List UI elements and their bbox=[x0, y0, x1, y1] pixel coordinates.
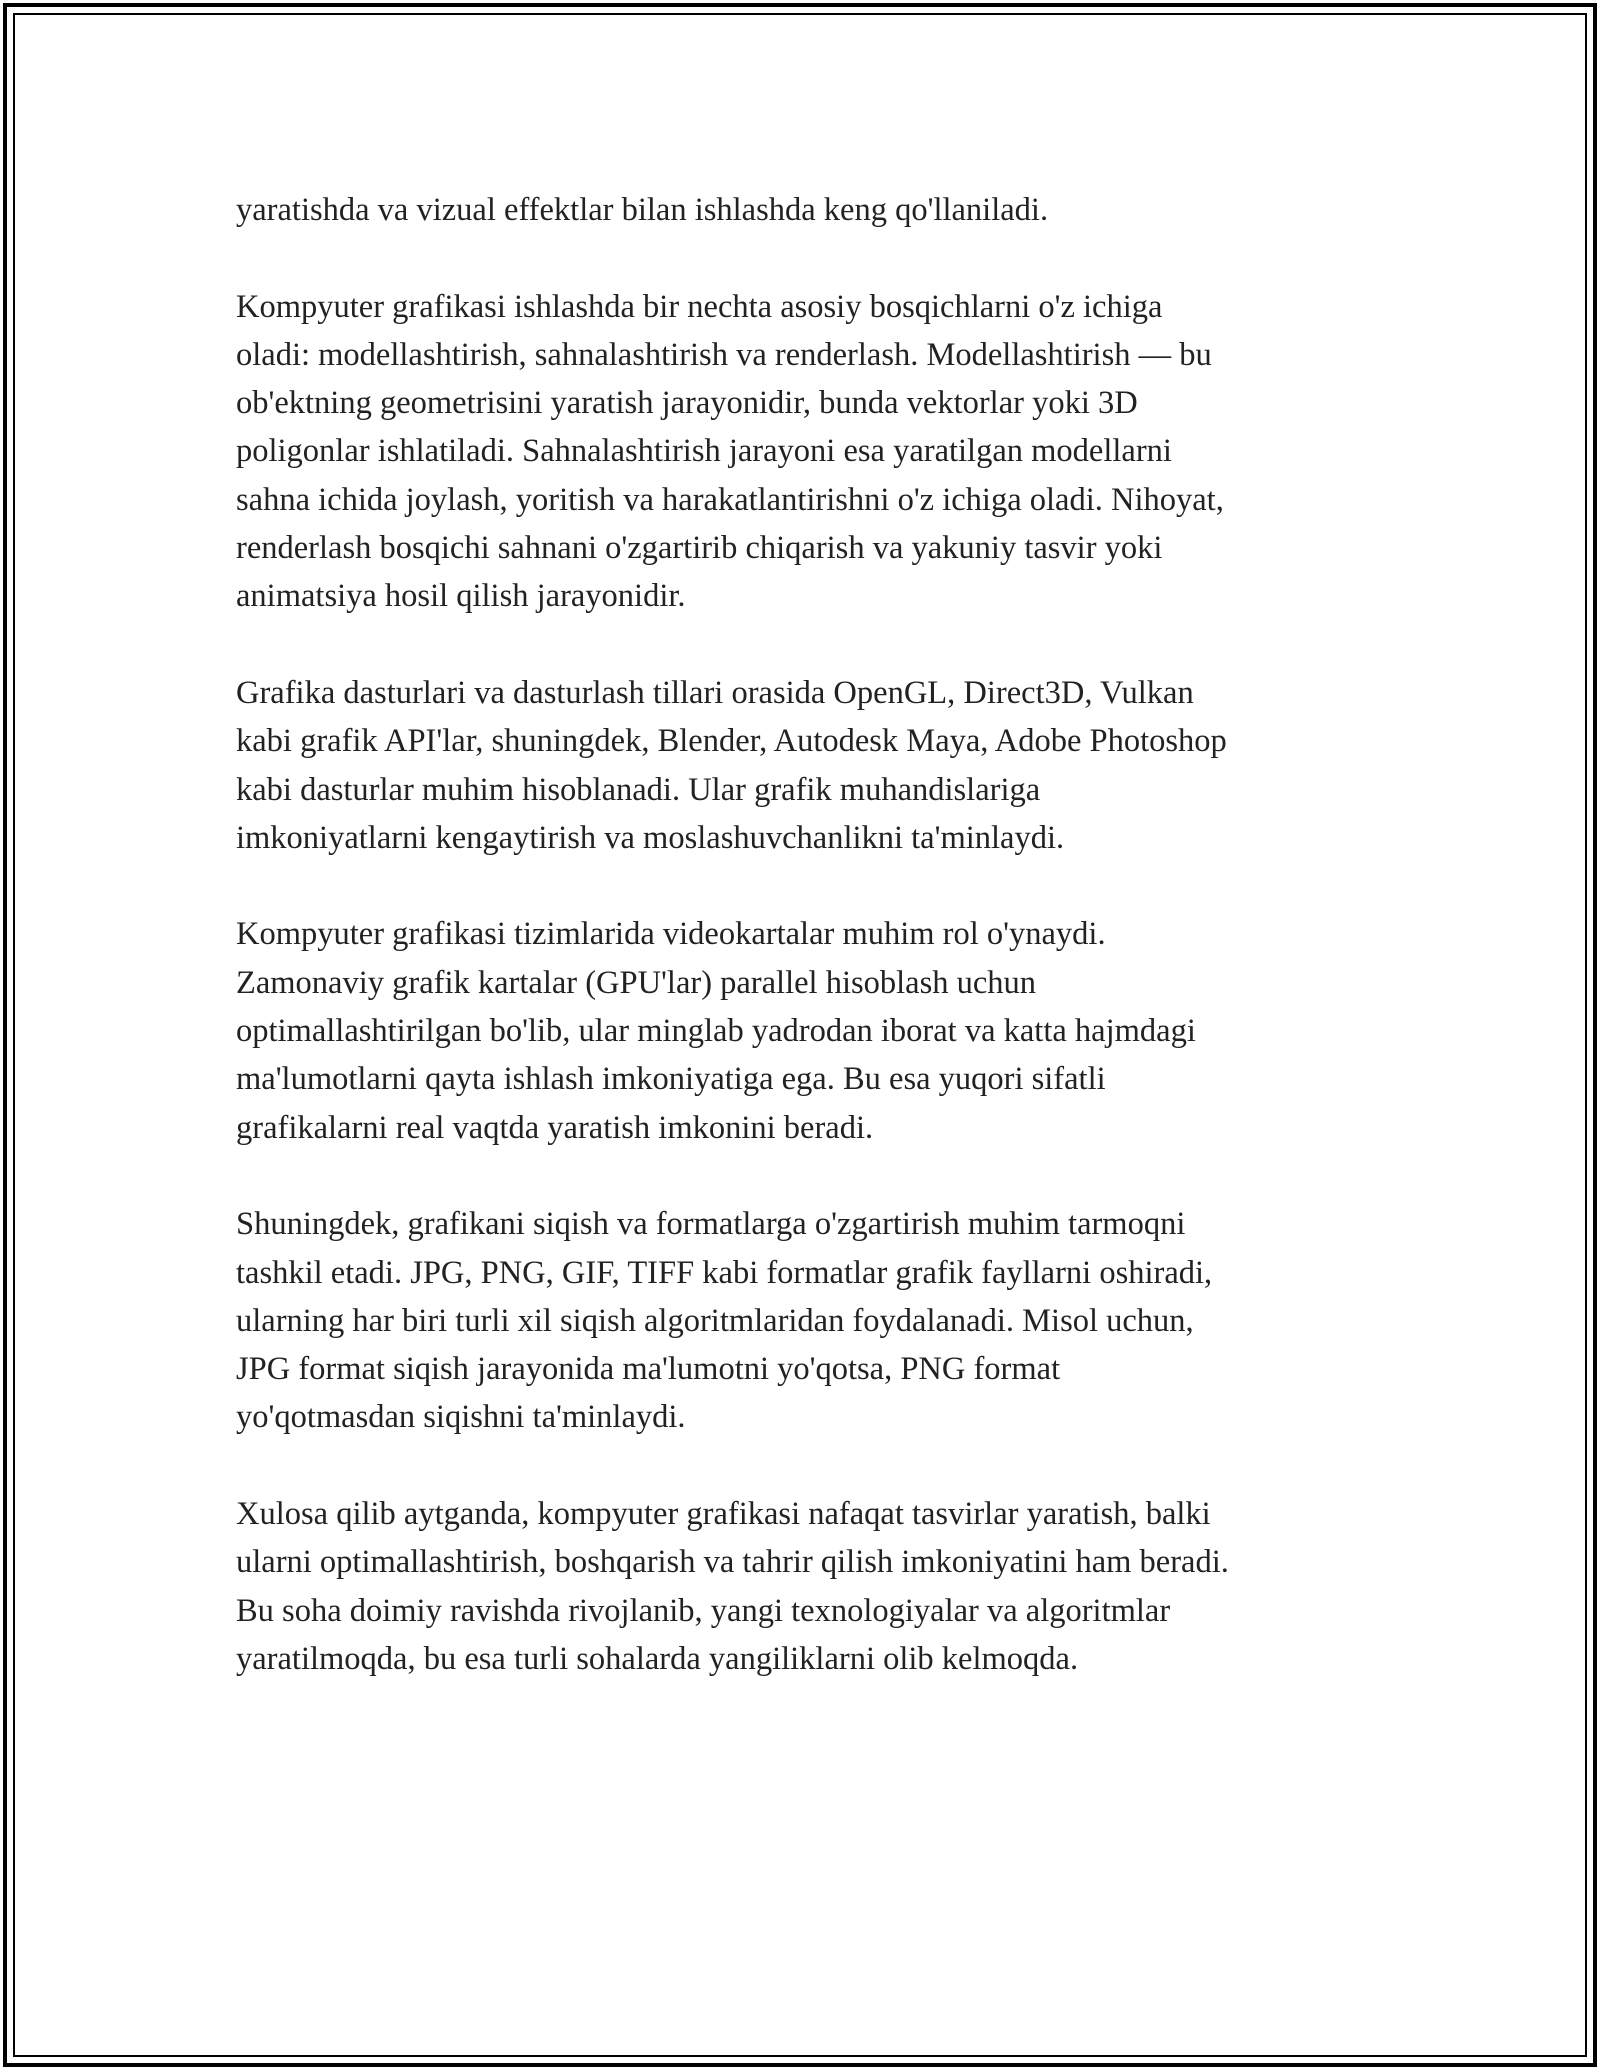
text-line: Kompyuter grafikasi ishlashda bir nechta asosiy bosqichlarni o'z ichiga bbox=[236, 288, 1163, 325]
paragraph bbox=[236, 186, 1386, 234]
text-line: yo'qotmasdan siqishni ta'minlaydi. bbox=[236, 1399, 686, 1436]
text-line: yaratishda va vizual effektlar bilan ishlashda keng qo'llaniladi. bbox=[236, 192, 1049, 228]
text-line: Xulosa qilib aytganda, kompyuter grafikasi nafaqat tasvirlar yaratish, balki bbox=[236, 1496, 1211, 1533]
text-line: renderlash bosqichi sahnani o'zgartirib chiqarish va yakuniy tasvir yoki bbox=[236, 530, 1163, 567]
text-line: optimallashtirilgan bo'lib, ular minglab yadrodan iborat va katta hajmdagi bbox=[236, 1013, 1196, 1050]
text-line: Shuningdek, grafikani siqish va formatlarga o'zgartirish muhim tarmoqni bbox=[236, 1206, 1186, 1243]
paragraph bbox=[236, 669, 1386, 862]
text-line: Bu soha doimiy ravishda rivojlanib, yangi texnologiyalar va algoritmlar bbox=[236, 1592, 1171, 1629]
text-line: ularni optimallashtirish, boshqarish va tahrir qilish imkoniyatini ham beradi. bbox=[236, 1544, 1229, 1581]
text-line: Kompyuter grafikasi tizimlarida videokartalar muhim rol o'ynaydi. bbox=[236, 916, 1106, 953]
text-line: poligonlar ishlatiladi. Sahnalashtirish jarayoni esa yaratilgan modellarni bbox=[236, 433, 1172, 470]
text-line: ularning har biri turli xil siqish algoritmlaridan foydalanadi. Misol uchun, bbox=[236, 1302, 1194, 1339]
text-line: yaratilmoqda, bu esa turli sohalarda yangiliklarni olib kelmoqda. bbox=[236, 1640, 1079, 1677]
text-line: tashkil etadi. JPG, PNG, GIF, TIFF kabi formatlar grafik fayllarni oshiradi, bbox=[236, 1254, 1213, 1291]
paragraph bbox=[236, 283, 1386, 621]
text-line: imkoniyatlarni kengaytirish va moslashuvchanlikni ta'minlaydi. bbox=[236, 819, 1065, 856]
paragraph bbox=[236, 910, 1386, 1151]
paragraph bbox=[236, 1490, 1386, 1683]
text-line: kabi grafik API'lar, shuningdek, Blender, Autodesk Maya, Adobe Photoshop bbox=[236, 723, 1227, 760]
text-line: JPG format siqish jarayonida ma'lumotni yo'qotsa, PNG format bbox=[236, 1351, 1061, 1388]
text-line: Grafika dasturlari va dasturlash tillari orasida OpenGL, Direct3D, Vulkan bbox=[236, 674, 1194, 711]
text-line: Zamonaviy grafik kartalar (GPU'lar) parallel hisoblash uchun bbox=[236, 964, 1037, 1001]
text-line: ma'lumotlarni qayta ishlash imkoniyatiga ega. Bu esa yuqori sifatli bbox=[236, 1061, 1106, 1098]
text-line: sahna ichida joylash, yoritish va harakatlantirishni o'z ichiga oladi. Nihoyat, bbox=[236, 481, 1224, 518]
paragraph bbox=[236, 1200, 1386, 1441]
text-line: kabi dasturlar muhim hisoblanadi. Ular grafik muhandislariga bbox=[236, 771, 1041, 808]
text-line: grafikalarni real vaqtda yaratish imkonini beradi. bbox=[236, 1109, 874, 1146]
text-line: oladi: modellashtirish, sahnalashtirish va renderlash. Modellashtirish — bu bbox=[236, 336, 1212, 373]
text-line: ob'ektning geometrisini yaratish jarayonidir, bunda vektorlar yoki 3D bbox=[236, 385, 1138, 422]
text-line: animatsiya hosil qilish jarayonidir. bbox=[236, 578, 686, 615]
document-body bbox=[236, 186, 1386, 1683]
